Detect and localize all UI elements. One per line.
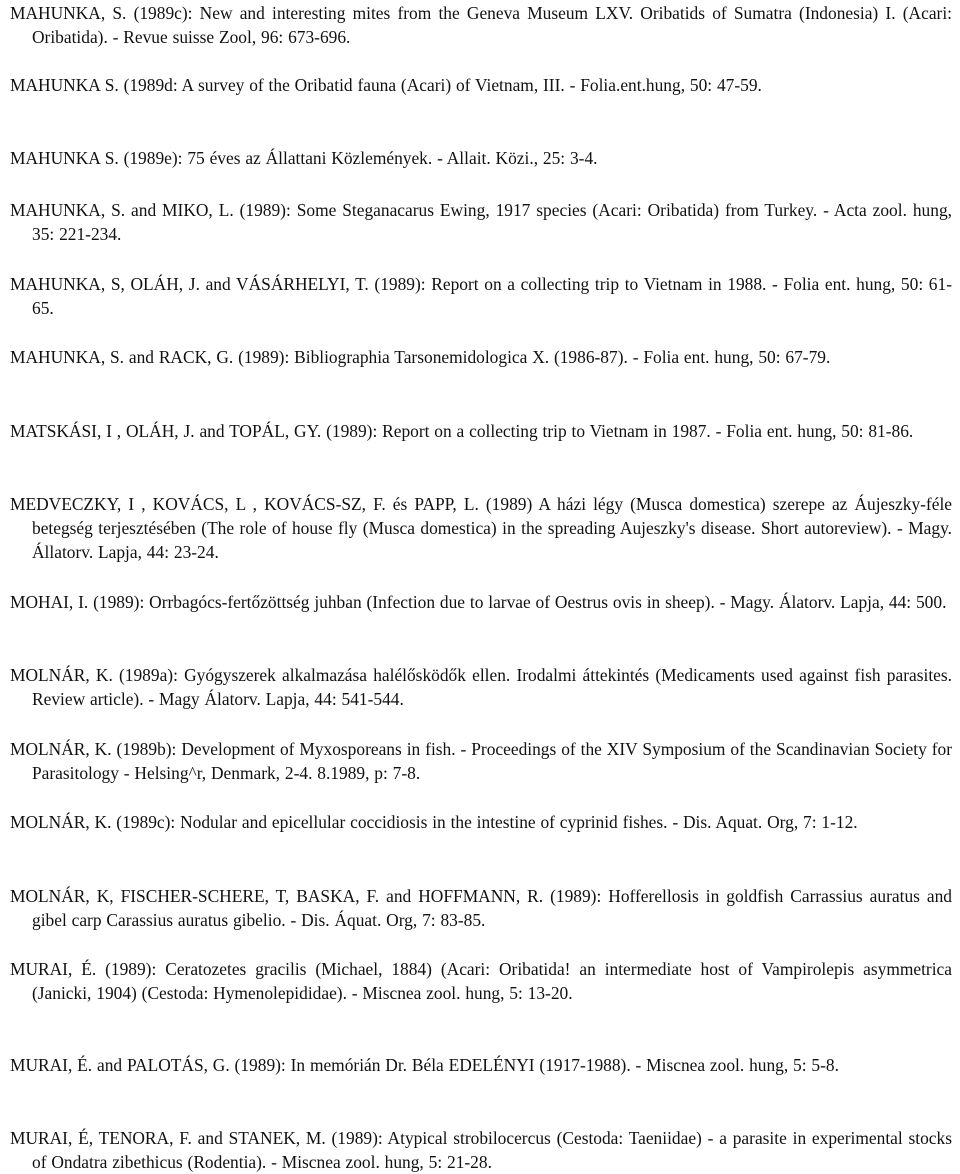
- reference-entry: MATSKÁSI, I , OLÁH, J. and TOPÁL, GY. (1989): Report on a collecting trip to Vietnam in 1987. - Folia ent. hung, 50: 81-86.: [10, 421, 914, 441]
- reference-entry: MOHAI, I. (1989): Orrbagócs-fertőzöttség juhban (Infection due to larvae of Oestrus ovis in sheep). - Magy. Álatorv. Lapja, 44: 500.: [10, 592, 947, 612]
- reference-entry: MOLNÁR, K. (1989c): Nodular and epicellular coccidiosis in the intestine of cyprinid fishes. - Dis. Aquat. Org, 7: 1-12.: [10, 812, 858, 832]
- reference-entry: MEDVECZKY, I , KOVÁCS, L , KOVÁCS-SZ, F. és PAPP, L. (1989) A házi légy (Musca domestica) szerepe az Áujeszky-féle betegség terjesztésében (The role of house fly (Musca domestica) in the spreading Aujeszky's disease. Short autoreview). - Magy. Állatorv. Lapja, 44: 23-24.: [10, 494, 952, 562]
- reference-entry: MURAI, É, TENORA, F. and STANEK, M. (1989): Atypical strobilocercus (Cestoda: Taeniidae) - a parasite in experimental stocks of Ondatra zibethicus (Rodentia). - Miscnea zool. hung, 5: 21-28.: [10, 1128, 952, 1172]
- reference-entry: MURAI, É. (1989): Ceratozetes gracilis (Michael, 1884) (Acari: Oribatida! an intermediate host of Vampirolepis asymmetrica (Janicki, 1904) (Cestoda: Hymenolepididae). - Miscnea zool. hung, 5: 13-20.: [10, 959, 952, 1003]
- reference-entry: MAHUNKA, S. and MIKO, L. (1989): Some Steganacarus Ewing, 1917 species (Acari: Oribatida) from Turkey. - Acta zool. hung, 35: 221-234.: [10, 200, 952, 244]
- reference-entry: MOLNÁR, K. (1989a): Gyógyszerek alkalmazása halélősködők ellen. Irodalmi áttekintés (Medicaments used against fish parasites. Review article). - Magy Álatorv. Lapja, 44: 541-544.: [10, 665, 952, 709]
- reference-entry: MAHUNKA, S. and RACK, G. (1989): Bibliographia Tarsonemidologica X. (1986-87). - Folia ent. hung, 50: 67-79.: [10, 347, 831, 367]
- reference-entry: MAHUNKA, S. (1989c): New and interesting mites from the Geneva Museum LXV. Oribatids of Sumatra (Indonesia) I. (Acari: Oribatida). - Revue suisse Zool, 96: 673-696.: [10, 3, 952, 47]
- reference-entry: MAHUNKA, S, OLÁH, J. and VÁSÁRHELYI, T. (1989): Report on a collecting trip to Vietnam in 1988. - Folia ent. hung, 50: 61-65.: [10, 274, 952, 318]
- reference-entry: MURAI, É. and PALOTÁS, G. (1989): In memórián Dr. Béla EDELÉNYI (1917-1988). - Miscnea zool. hung, 5: 5-8.: [10, 1055, 839, 1075]
- reference-entry: MAHUNKA S. (1989e): 75 éves az Állattani Közlemények. - Allait. Közi., 25: 3-4.: [10, 148, 598, 168]
- reference-entry: MAHUNKA S. (1989d: A survey of the Oribatid fauna (Acari) of Vietnam, III. - Folia.ent.hung, 50: 47-59.: [10, 75, 762, 95]
- reference-entry: MOLNÁR, K. (1989b): Development of Myxosporeans in fish. - Proceedings of the XIV Symposium of the Scandinavian Society for Parasitology - Helsing^r, Denmark, 2-4. 8.1989, p: 7-8.: [10, 739, 952, 783]
- reference-entry: MOLNÁR, K, FISCHER-SCHERE, T, BASKA, F. and HOFFMANN, R. (1989): Hofferellosis in goldfish Carrassius auratus and gibel carp Carassius auratus gibelio. - Dis. Áquat. Org, 7: 83-85.: [10, 886, 952, 930]
